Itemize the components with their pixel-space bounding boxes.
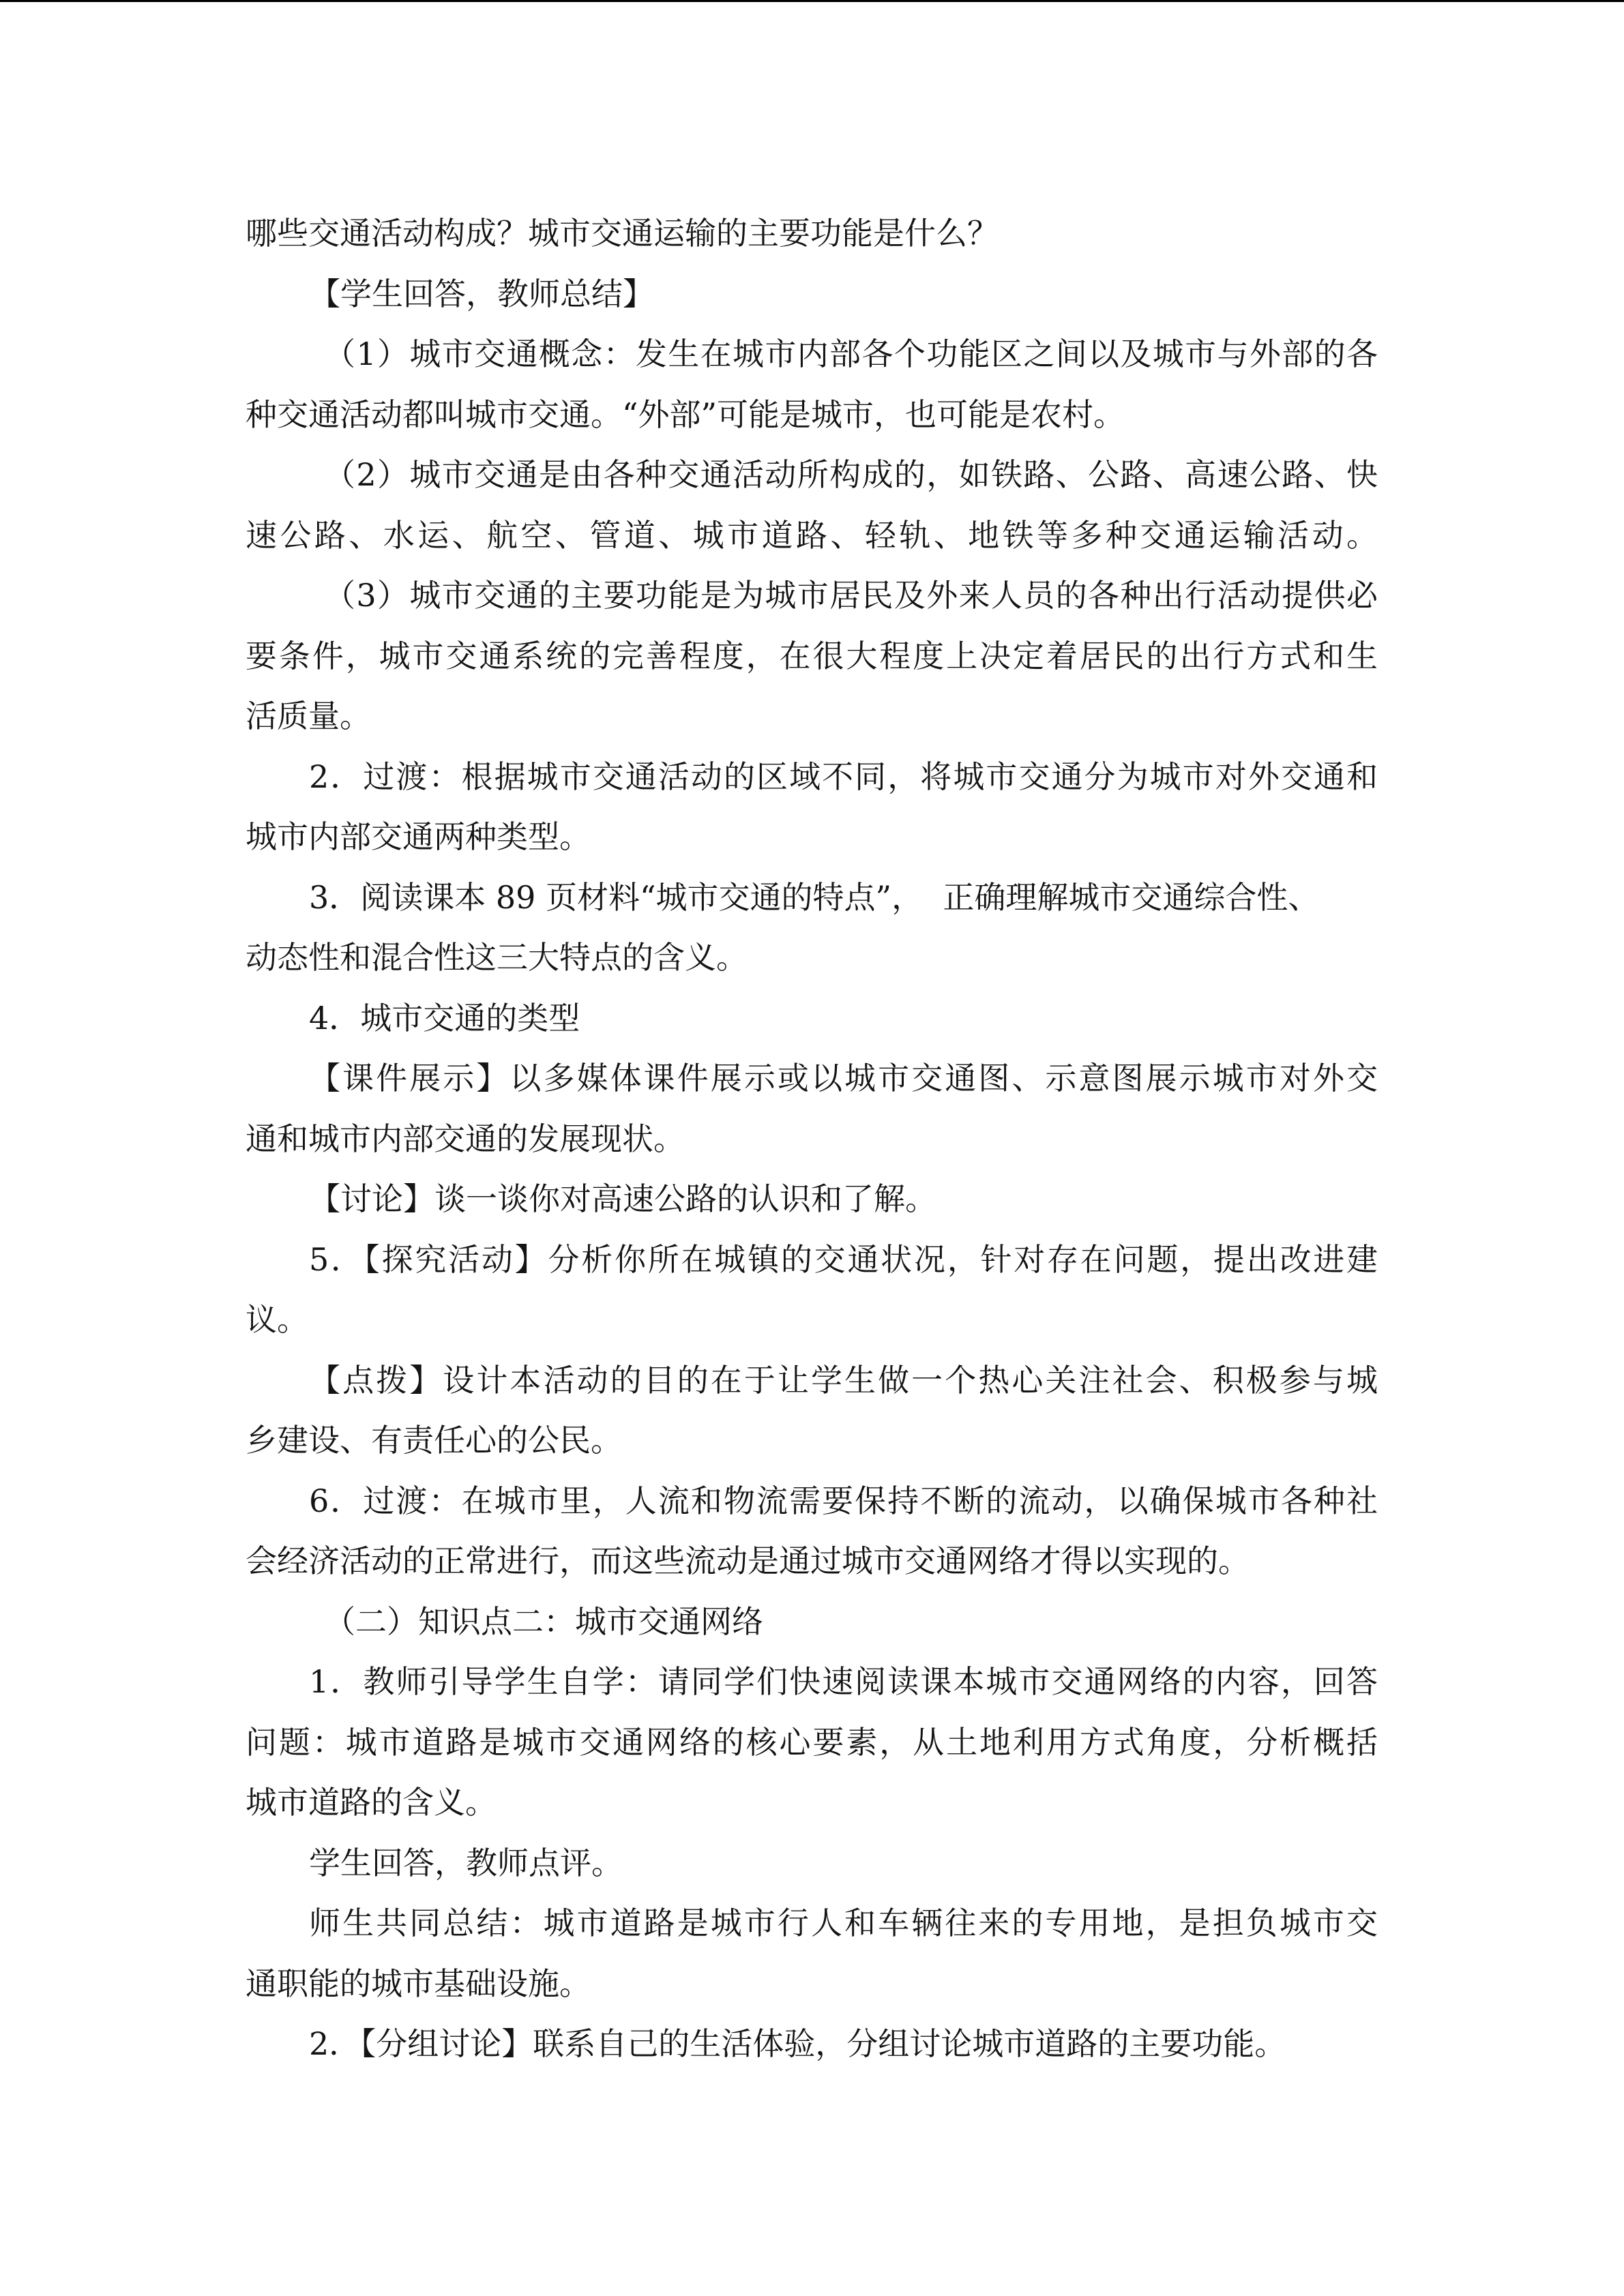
page-top-border — [0, 0, 1624, 2]
text-line: 活质量。 — [246, 698, 371, 734]
text-line: 2．过渡：根据城市交通活动的区域不同，将城市交通分为城市对外交通和 — [309, 758, 1378, 795]
text-line: 【点拨】设计本活动的目的在于让学生做一个热心关注社会、积极参与城 — [309, 1361, 1378, 1399]
text-line: 要条件，城市交通系统的完善程度，在很大程度上决定着居民的出行方式和生 — [246, 637, 1378, 674]
section-heading: （二）知识点二：城市交通网络 — [324, 1602, 763, 1640]
text-line: 城市道路的含义。 — [246, 1784, 497, 1821]
text-line: 问题：城市道路是城市交通网络的核心要素，从土地利用方式角度，分析概括 — [246, 1723, 1378, 1761]
text-line: 议。 — [246, 1301, 308, 1338]
text-line: 4．城市交通的类型 — [309, 999, 580, 1037]
text-line: 城市内部交通两种类型。 — [246, 818, 591, 855]
text-line: 学生回答，教师点评。 — [309, 1844, 623, 1881]
text-line: 6．过渡：在城市里，人流和物流需要保持不断的流动，以确保城市各种社 — [309, 1482, 1378, 1519]
text-line: 通和城市内部交通的发展现状。 — [246, 1120, 685, 1157]
text-line: 种交通活动都叫城市交通。“外部”可能是城市，也可能是农村。 — [246, 396, 1125, 433]
text-line: 1．教师引导学生自学：请同学们快速阅读课本城市交通网络的内容，回答 — [309, 1663, 1378, 1700]
text-line: 2．【分组讨论】联系自己的生活体验，分组讨论城市道路的主要功能。 — [309, 2025, 1286, 2062]
text-line: 乡建设、有责任心的公民。 — [246, 1422, 622, 1459]
text-line: 动态性和混合性这三大特点的含义。 — [246, 939, 748, 976]
text-line: 3．阅读课本 89 页材料“城市交通的特点”， 正确理解城市交通综合性、 — [309, 878, 1320, 916]
text-line: 通职能的城市基础设施。 — [246, 1965, 591, 2002]
text-line: 速公路、水运、航空、管道、城市道路、轻轨、地铁等多种交通运输活动。 — [246, 516, 1378, 554]
text-line: 会经济活动的正常进行，而这些流动是通过城市交通网络才得以实现的。 — [246, 1542, 1250, 1579]
text-line: 5．【探究活动】分析你所在城镇的交通状况，针对存在问题，提出改进建 — [309, 1240, 1378, 1278]
text-line: 【课件展示】以多媒体课件展示或以城市交通图、示意图展示城市对外交 — [309, 1060, 1378, 1097]
text-line: （2）城市交通是由各种交通活动所构成的，如铁路、公路、高速公路、快 — [324, 456, 1378, 493]
text-line: （1）城市交通概念：发生在城市内部各个功能区之间以及城市与外部的各 — [324, 336, 1378, 372]
text-line: （3）城市交通的主要功能是为城市居民及外来人员的各种出行活动提供必 — [324, 577, 1378, 614]
text-line: 哪些交通活动构成？城市交通运输的主要功能是什么？ — [246, 215, 999, 252]
text-line: 【讨论】谈一谈你对高速公路的认识和了解。 — [309, 1180, 936, 1217]
text-line: 【学生回答，教师总结】 — [309, 275, 654, 312]
text-line: 师生共同总结：城市道路是城市行人和车辆往来的专用地，是担负城市交 — [309, 1905, 1378, 1941]
document-body — [246, 203, 1378, 2074]
